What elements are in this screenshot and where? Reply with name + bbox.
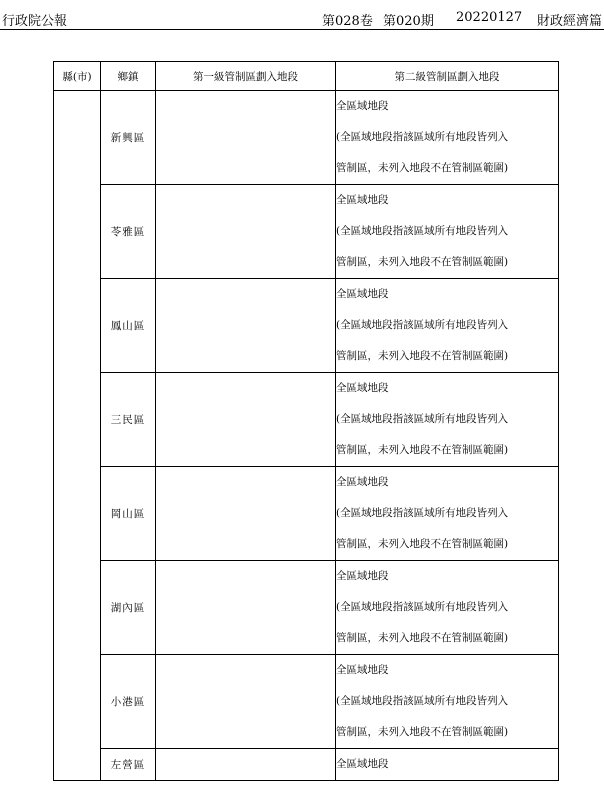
level2-cell	[336, 467, 559, 561]
town-cell: 鳳山區	[101, 279, 156, 373]
level2-line: (全區域地段指該區域所有地段皆列入	[336, 413, 509, 425]
table-row	[54, 91, 559, 185]
town-cell: 湖內區	[101, 561, 156, 655]
level2-cell	[336, 655, 559, 749]
level2-line: 全區域地段	[336, 664, 389, 676]
level2-line: 管制區，未列入地段不在管制區範圍)	[336, 350, 509, 362]
level2-cell	[336, 91, 559, 185]
volume-number: 第028卷	[322, 14, 373, 29]
level2-line: 全區域地段	[336, 570, 389, 582]
publication-date: 20220127	[456, 10, 523, 25]
level2-cell	[336, 749, 559, 781]
level2-line: 全區域地段	[336, 476, 389, 488]
level2-cell	[336, 185, 559, 279]
column-header-county: 縣(市)	[54, 62, 101, 91]
level2-line: 管制區，未列入地段不在管制區範圍)	[336, 538, 509, 550]
level2-line: (全區域地段指該區域所有地段皆列入	[336, 601, 509, 613]
town-cell: 新興區	[101, 91, 156, 185]
level2-cell	[336, 373, 559, 467]
table-row	[54, 561, 559, 655]
level1-cell	[156, 749, 336, 781]
town-cell: 小港區	[101, 655, 156, 749]
publication-title: 行政院公報	[2, 14, 68, 29]
column-header-level1: 第一級管制區劃入地段	[156, 62, 336, 91]
column-header-town: 鄉鎮	[101, 62, 156, 91]
section-title: 財政經濟篇	[536, 14, 602, 29]
level2-line: 全區域地段	[336, 758, 389, 770]
level2-line: 管制區，未列入地段不在管制區範圍)	[336, 632, 509, 644]
table-row	[54, 279, 559, 373]
table-row	[54, 373, 559, 467]
level2-line: 全區域地段	[336, 194, 389, 206]
level2-line: (全區域地段指該區域所有地段皆列入	[336, 319, 509, 331]
level2-line: 管制區，未列入地段不在管制區範圍)	[336, 256, 509, 268]
level2-cell	[336, 279, 559, 373]
level1-cell	[156, 91, 336, 185]
level1-cell	[156, 185, 336, 279]
page-header	[0, 8, 604, 30]
table-header-row	[54, 62, 559, 91]
level2-line: 管制區，未列入地段不在管制區範圍)	[336, 444, 509, 456]
town-cell: 三民區	[101, 373, 156, 467]
town-cell: 左營區	[101, 749, 156, 781]
level2-line: 全區域地段	[336, 288, 389, 300]
table-row	[54, 749, 559, 781]
level1-cell	[156, 467, 336, 561]
level1-cell	[156, 279, 336, 373]
level1-cell	[156, 655, 336, 749]
level2-cell	[336, 561, 559, 655]
county-cell	[54, 91, 101, 781]
level2-line: (全區域地段指該區域所有地段皆列入	[336, 507, 509, 519]
level2-line: (全區域地段指該區域所有地段皆列入	[336, 225, 509, 237]
issue-number: 第020期	[383, 14, 434, 29]
level2-line: 管制區，未列入地段不在管制區範圍)	[336, 162, 509, 174]
table-row	[54, 185, 559, 279]
town-cell: 苓雅區	[101, 185, 156, 279]
column-header-level2: 第二級管制區劃入地段	[336, 62, 559, 91]
town-cell: 岡山區	[101, 467, 156, 561]
level1-cell	[156, 561, 336, 655]
level2-line: 全區域地段	[336, 100, 389, 112]
level2-line: 全區域地段	[336, 382, 389, 394]
level2-line: (全區域地段指該區域所有地段皆列入	[336, 695, 509, 707]
table-row	[54, 467, 559, 561]
table-row	[54, 655, 559, 749]
level2-line: (全區域地段指該區域所有地段皆列入	[336, 131, 509, 143]
control-zone-table	[53, 61, 559, 781]
level2-line: 管制區，未列入地段不在管制區範圍)	[336, 726, 509, 738]
level1-cell	[156, 373, 336, 467]
